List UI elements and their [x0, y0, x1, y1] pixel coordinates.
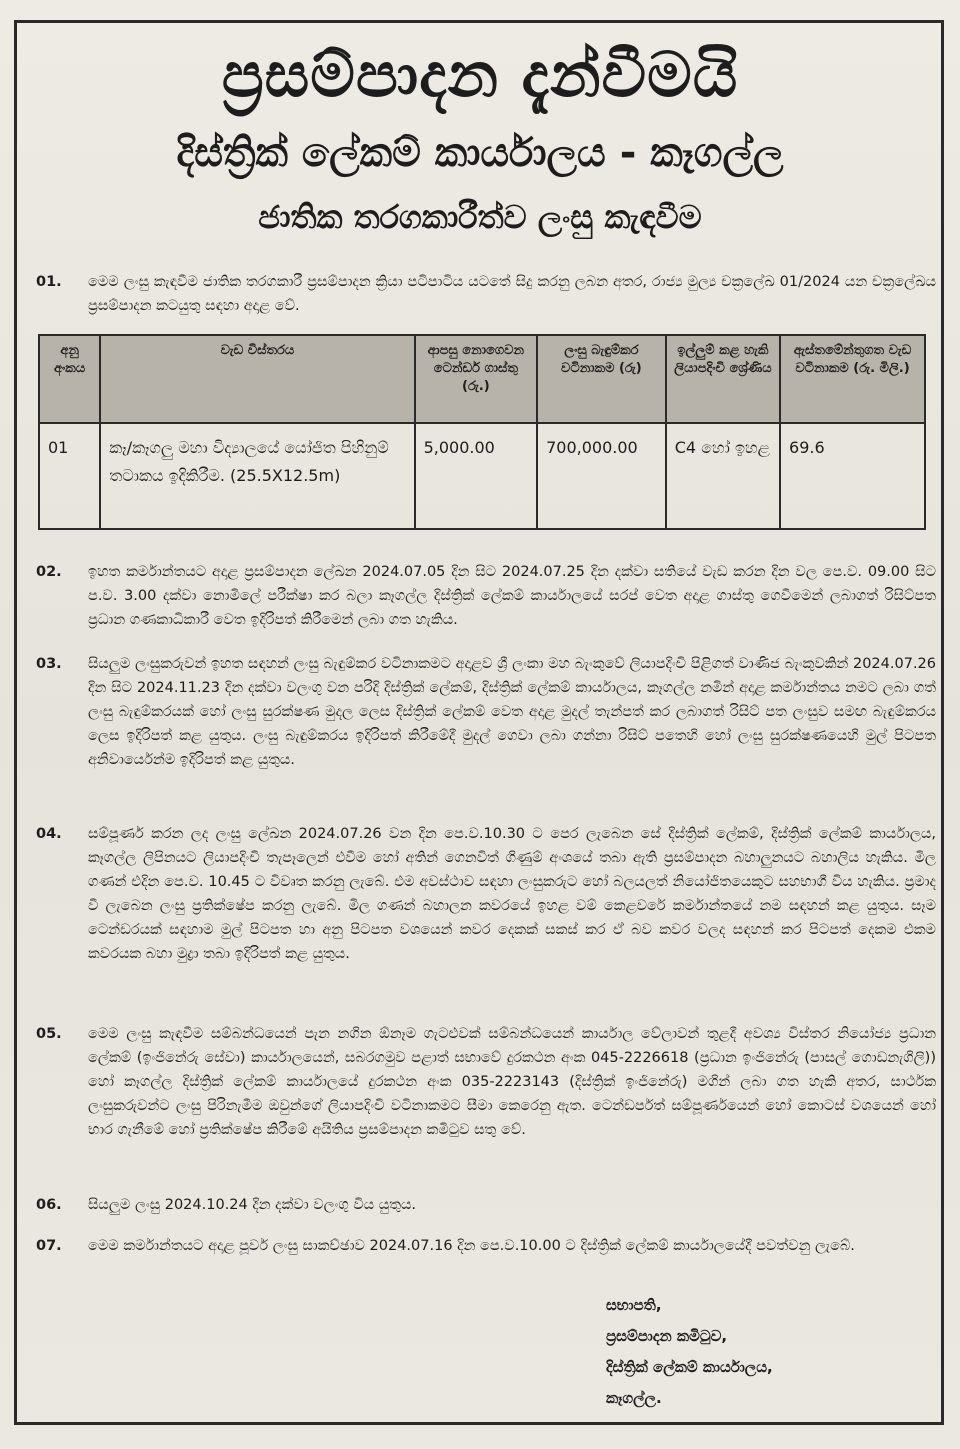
paragraph-04	[36, 822, 936, 966]
cell-bid-bond: 700,000.00	[537, 423, 666, 529]
paragraph-number: 04.	[36, 826, 62, 842]
tender-table	[38, 334, 926, 530]
signature-line-chairman: සභාපති,	[606, 1296, 662, 1314]
paragraph-text: ඉහත කර්මාන්තයට අදාළ ප්‍රසම්පාදන ලේඛන 2024.07.05 දින සිට 2024.07.25 දින දක්වා සතියේ වැඩ කරන දින වල පෙ.ව. 09.00 සිට ප.ව. 3.00 දක්වා නොමිලේ පරීක්ෂා කර බලා කෑගල්ල දිස්ත්‍රික් ලේකම් කාර්යාලයේ සරප් වෙත අදාළ ගාස්තු ගෙවීමෙන් ලබාගත් රිසිට්පත ප්‍රධාන ගණකාධිකාරී වෙත ඉදිරිපත් කිරීමෙන් ලබා ගත හැකිය.	[88, 564, 936, 628]
paragraph-number: 03.	[36, 656, 62, 672]
col-header-bid-bond: ලංසු බැඳුම්කර වටිනාකම (රු)	[537, 335, 666, 423]
paragraph-number: 07.	[36, 1238, 62, 1254]
paragraph-01	[36, 270, 936, 318]
table-header-row	[39, 335, 925, 423]
paragraph-03	[36, 652, 936, 772]
cell-no: 01	[39, 423, 100, 529]
signature-line-office: දිස්ත්‍රික් ලේකම් කාර්යාලය,	[606, 1358, 773, 1376]
col-header-no: අනු අංකය	[39, 335, 100, 423]
office-name: දිස්ත්‍රික් ලේකම් කාර්යාලය - කෑගල්ල	[176, 130, 784, 176]
paragraph-text: මෙම ලංසු කැඳවීම ජාතික තරගකාරී ප්‍රසම්පාදන ක්‍රියා පටිපාටිය යටතේ සිදු කරනු ලබන අතර, රාජ්‍ය මුල්‍ය චක්‍රලේඛ 01/2024 යන චක්‍රලේඛය ප්‍රසම්පාදන කටයුතු සඳහා අදාළ වේ.	[88, 274, 936, 314]
cell-tender-fee: 5,000.00	[415, 423, 537, 529]
cell-grade: C4 හෝ ඉහළ	[666, 423, 780, 529]
paragraph-number: 01.	[36, 274, 62, 290]
cell-estimate: 69.6	[780, 423, 925, 529]
paragraph-07	[36, 1234, 936, 1258]
paragraph-number: 05.	[36, 1026, 62, 1042]
paragraph-05	[36, 1022, 936, 1142]
col-header-description: වැඩ විස්තරය	[100, 335, 414, 423]
signature-block	[606, 1290, 773, 1414]
paragraph-number: 02.	[36, 564, 62, 580]
paragraph-text: සම්පූර්ණ කරන ලද ලංසු ලේඛන 2024.07.26 වන දින පෙ.ව.10.30 ට පෙර ලැබෙන සේ දිස්ත්‍රික් ලේකම්, දිස්ත්‍රික් ලේකම් කාර්යාලය, කෑගල්ල ලිපිනයට ලියාපදිංචි තැපෑලෙන් එවීම හෝ අතින් ගෙනවිත් ගිණුම් අංශයේ තබා ඇති ප්‍රසම්පාදන බහාලුනයට බහාලිය හැකිය. මිල ගණන් එදින පෙ.ව. 10.45 ට විවෘත කරනු ලැබේ. එම අවස්ථාව සඳහා ලංසුකරුට හෝ බලයලත් නියෝජිතයෙකුට සහභාගී විය හැකිය. ප්‍රමාද වී ලැබෙන ලංසු ප්‍රතික්ෂේප කරනු ලැබේ. මිල ගණන් බහාලන කවරයේ ඉහළ වම් කෙළවරේ කර්මාන්තයේ නම සඳහන් කළ යුතුය. සෑම ටෙන්ඩරයක් සඳහාම මුල් පිටපත හා අනු පිටපත වශයෙන් කවර දෙකක් සකස් කර ඒ බව කවර වලද සඳහන් කර පිටපත් දෙකම එකම කවරයක බහා මුද්‍රා තබා ඉදිරිපත් කළ යුතුය.	[88, 826, 936, 962]
notice-title: ප්‍රසම්පාදන දැන්වීමයි	[221, 38, 739, 111]
col-header-grade: ඉල්ලුම් කළ හැකි ලියාපදිංචි ශ්‍රේණිය	[666, 335, 780, 423]
paragraph-text: මෙම කර්මාන්තයට අදාළ පූර්ව ලංසු සාකච්ඡාව 2024.07.16 දින පෙ.ව.10.00 ට දිස්ත්‍රික් ලේකම් කාර්යාලයේදී පවත්වනු ලැබේ.	[88, 1238, 855, 1254]
signature-line-committee: ප්‍රසම්පාදන කමිටුව,	[606, 1327, 728, 1345]
col-header-tender-fee: ආපසු නොගෙවන ටෙන්ඩර් ගාස්තු (රු.)	[415, 335, 537, 423]
paragraph-02	[36, 560, 936, 632]
paragraph-text: සියලුම ලංසුකරුවන් ඉහත සඳහන් ලංසු බැඳුම්කර වටිනාකමට අදාළව ශ්‍රී ලංකා මහ බැංකුවේ ලියාපදිංචි පිළිගත් වාණිජ බැංකුවකින් 2024.07.26 දින සිට 2024.11.23 දින දක්වා වලංගු වන පරිදි දිස්ත්‍රික් ලේකම්, දිස්ත්‍රික් ලේකම් කාර්යාලය, කෑගල්ල නමින් අදාළ කර්මාන්තය නමට ලබා ගත් ලංසු බැඳුම්කරයක් හෝ ලංසු සුරක්ෂණ මුදල ලෙස දිස්ත්‍රික් ලේකම් වෙත අදාළ මුදල් තැන්පත් කර ලබාගත් රිසිට් පත ලංසුව සමඟ බැඳුම්කරය ලෙස ඉදිරිපත් කළ යුතුය. ලංසු බැඳුම්කරය ඉදිරිපත් කිරීමේදී මුදල් ගෙවා ලබා ගන්නා රිසිට් පතෙහි හෝ ලංසු සුරක්ෂණයෙහි මුල් පිටපත අනිවාර්යෙන්ම ඉදිරිපත් කළ යුතුය.	[88, 656, 936, 768]
col-header-estimate: ඇස්තමේන්තුගත වැඩ වටිනාකම (රු. මිලි.)	[780, 335, 925, 423]
paragraph-text: මෙම ලංසු කැඳවීම සම්බන්ධයෙන් පැන නගින ඕනෑම ගැටළුවක් සම්බන්ධයෙන් කාර්යාල වේලාවන් තුළදී අවශ්‍ය විස්තර නියෝජ්‍ය ප්‍රධාන ලේකම් (ඉංජිනේරු සේවා) කාර්යාලයෙන්, සබරගමුව පළාත් සභාවේ දුරකථන අංක 045-2226618 (ප්‍රධාන ඉංජිනේරු (පාසල් ගොඩනැගිලි)) හෝ කෑගල්ල දිස්ත්‍රික් ලේකම් කාර්යාලයේ දුරකථන අංක 035-2223143 (දිස්ත්‍රික් ඉංජිනේරු) මගින් ලබා ගත හැකි අතර, සාර්ථක ලංසුකරුවන්ට ලංසු පිරිනැමීම ඔවුන්ගේ ලියාපදිංචි වටිනාකමට සීමා කෙරෙනු ඇත. ටෙන්ඩර්පත් සම්පූර්ණයෙන් හෝ කොටස් වශයෙන් හෝ භාර ගැනීමේ හෝ ප්‍රතික්ෂේප කිරීමේ අයිතිය ප්‍රසම්පාදන කමිටුව සතු වේ.	[88, 1026, 936, 1138]
cell-description: කෑ/කෑගලු මහා විද්‍යාලයේ යෝජිත පිහිනුම් තටාකය ඉදිකිරීම. (25.5X12.5m)	[100, 423, 414, 529]
paragraph-06	[36, 1193, 936, 1217]
paragraph-number: 06.	[36, 1197, 62, 1213]
notice-subtitle: ජාතික තරගකාරීත්ව ලංසු කැඳවීම	[258, 198, 702, 236]
paragraph-text: සියලුම ලංසු 2024.10.24 දින දක්වා වලංගු විය යුතුය.	[88, 1197, 417, 1213]
table-row	[39, 423, 925, 529]
signature-line-city: කෑගල්ල.	[606, 1389, 662, 1407]
